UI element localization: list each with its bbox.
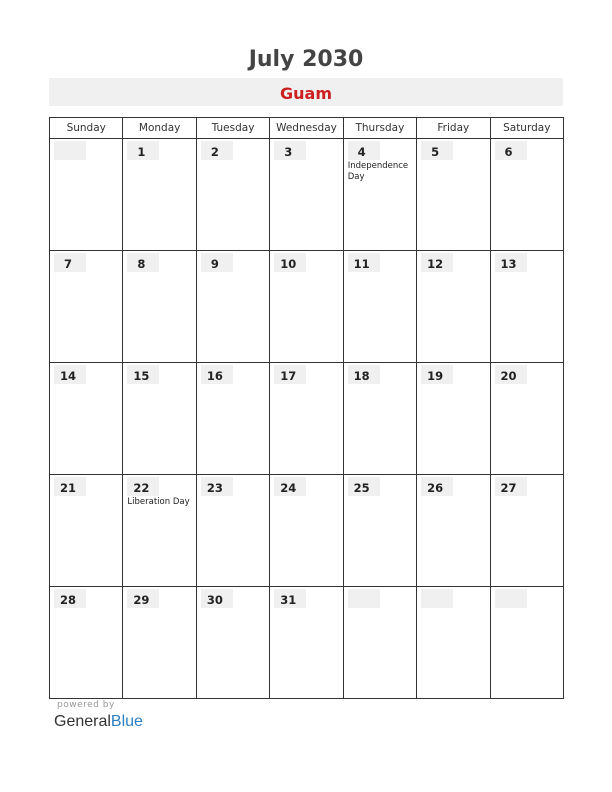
day-number: 13	[500, 257, 517, 271]
day-number-chip	[421, 365, 453, 384]
day-cell[interactable]	[270, 475, 343, 587]
weekday-header: Saturday	[490, 118, 563, 139]
day-cell[interactable]	[343, 139, 416, 251]
day-cell[interactable]	[123, 587, 196, 699]
day-cell[interactable]	[343, 587, 416, 699]
day-number: 21	[59, 481, 76, 495]
day-cell[interactable]	[196, 587, 269, 699]
day-number: 20	[500, 369, 517, 383]
day-cell[interactable]	[417, 475, 490, 587]
day-cell[interactable]	[196, 363, 269, 475]
day-cell[interactable]	[490, 363, 563, 475]
day-number: 2	[210, 145, 219, 159]
day-number-chip	[274, 477, 306, 496]
day-number: 22	[133, 481, 150, 495]
day-number: 1	[137, 145, 146, 159]
day-number-chip	[495, 141, 527, 160]
day-number: 17	[280, 369, 297, 383]
day-number: 3	[284, 145, 293, 159]
day-number: 8	[137, 257, 146, 271]
weekday-header: Wednesday	[270, 118, 343, 139]
day-number: 27	[500, 481, 517, 495]
day-cell[interactable]	[50, 363, 123, 475]
day-number: 30	[206, 593, 223, 607]
day-cell[interactable]	[50, 587, 123, 699]
day-cell[interactable]	[123, 251, 196, 363]
weekday-header: Tuesday	[196, 118, 269, 139]
day-number-chip	[274, 141, 306, 160]
day-number-chip	[348, 477, 380, 496]
brand-blue: Blue	[110, 713, 143, 730]
day-cell[interactable]	[270, 587, 343, 699]
day-number-chip	[495, 477, 527, 496]
day-cell[interactable]	[270, 139, 343, 251]
country-name: Guam	[280, 84, 332, 103]
weekday-header: Friday	[417, 118, 490, 139]
day-cell[interactable]	[343, 363, 416, 475]
day-number: 19	[427, 369, 444, 383]
day-number-chip	[127, 589, 159, 608]
day-number-chip	[495, 253, 527, 272]
day-number: 14	[59, 369, 76, 383]
day-cell[interactable]	[123, 475, 196, 587]
day-number-chip	[201, 141, 233, 160]
day-cell[interactable]	[123, 363, 196, 475]
country-banner	[49, 78, 563, 106]
day-cell[interactable]	[490, 139, 563, 251]
day-number-chip	[348, 141, 380, 160]
weeks-body	[50, 139, 564, 699]
day-cell[interactable]	[196, 139, 269, 251]
day-cell[interactable]	[490, 475, 563, 587]
day-number-chip	[421, 141, 453, 160]
calendar-title: July 2030	[248, 47, 364, 72]
day-number: 11	[353, 257, 370, 271]
day-number: 24	[280, 481, 297, 495]
day-number-chip	[495, 365, 527, 384]
day-number-chip	[127, 141, 159, 160]
day-cell[interactable]	[50, 139, 123, 251]
day-number: 5	[431, 145, 440, 159]
day-number-chip	[54, 365, 86, 384]
day-cell[interactable]	[490, 251, 563, 363]
week-row	[50, 251, 564, 363]
powered-by-text: powered by	[57, 700, 115, 710]
month-grid	[49, 117, 564, 699]
day-number: 25	[353, 481, 370, 495]
day-number: 6	[504, 145, 513, 159]
day-cell[interactable]	[50, 475, 123, 587]
day-number-chip	[54, 253, 86, 272]
weekday-header-row	[50, 118, 564, 139]
day-cell[interactable]	[417, 139, 490, 251]
day-number-chip	[127, 477, 159, 496]
day-number-chip	[127, 253, 159, 272]
week-row	[50, 587, 564, 699]
day-number: 16	[206, 369, 223, 383]
day-number-chip	[274, 365, 306, 384]
day-number-chip	[54, 589, 86, 608]
day-number-chip	[348, 253, 380, 272]
day-number: 29	[133, 593, 150, 607]
holiday-label: Liberation Day	[127, 497, 190, 507]
day-number: 28	[59, 593, 76, 607]
day-cell[interactable]	[196, 475, 269, 587]
day-number-chip	[421, 589, 453, 608]
day-number: 10	[280, 257, 297, 271]
weekday-header: Thursday	[343, 118, 416, 139]
holiday-label: Independence Day	[347, 161, 409, 182]
day-number-chip	[421, 477, 453, 496]
day-cell[interactable]	[343, 475, 416, 587]
day-cell[interactable]	[270, 363, 343, 475]
day-cell[interactable]	[50, 251, 123, 363]
day-number: 9	[210, 257, 219, 271]
brand-general: General	[54, 713, 111, 730]
weekday-header: Monday	[123, 118, 196, 139]
day-cell[interactable]	[417, 587, 490, 699]
day-number-chip	[54, 141, 86, 160]
generalblue-logo[interactable]	[54, 713, 143, 731]
day-number: 12	[427, 257, 444, 271]
day-number: 4	[357, 145, 366, 159]
day-number: 7	[63, 257, 72, 271]
day-number: 18	[353, 369, 370, 383]
week-row	[50, 475, 564, 587]
day-number: 23	[206, 481, 223, 495]
day-cell[interactable]	[343, 251, 416, 363]
day-number: 31	[280, 593, 297, 607]
day-number-chip	[201, 589, 233, 608]
day-cell[interactable]	[417, 363, 490, 475]
day-number-chip	[348, 589, 380, 608]
day-number-chip	[274, 589, 306, 608]
week-row	[50, 363, 564, 475]
day-number-chip	[274, 253, 306, 272]
day-cell[interactable]	[270, 251, 343, 363]
day-number: 15	[133, 369, 150, 383]
day-number: 26	[427, 481, 444, 495]
day-cell[interactable]	[417, 251, 490, 363]
day-cell[interactable]	[123, 139, 196, 251]
day-number-chip	[495, 589, 527, 608]
week-row	[50, 139, 564, 251]
day-number-chip	[201, 365, 233, 384]
day-number-chip	[54, 477, 86, 496]
day-cell[interactable]	[490, 587, 563, 699]
day-cell[interactable]	[196, 251, 269, 363]
day-number-chip	[201, 253, 233, 272]
day-number-chip	[127, 365, 159, 384]
weekday-header: Sunday	[50, 118, 123, 139]
day-number-chip	[348, 365, 380, 384]
day-number-chip	[421, 253, 453, 272]
day-number-chip	[201, 477, 233, 496]
